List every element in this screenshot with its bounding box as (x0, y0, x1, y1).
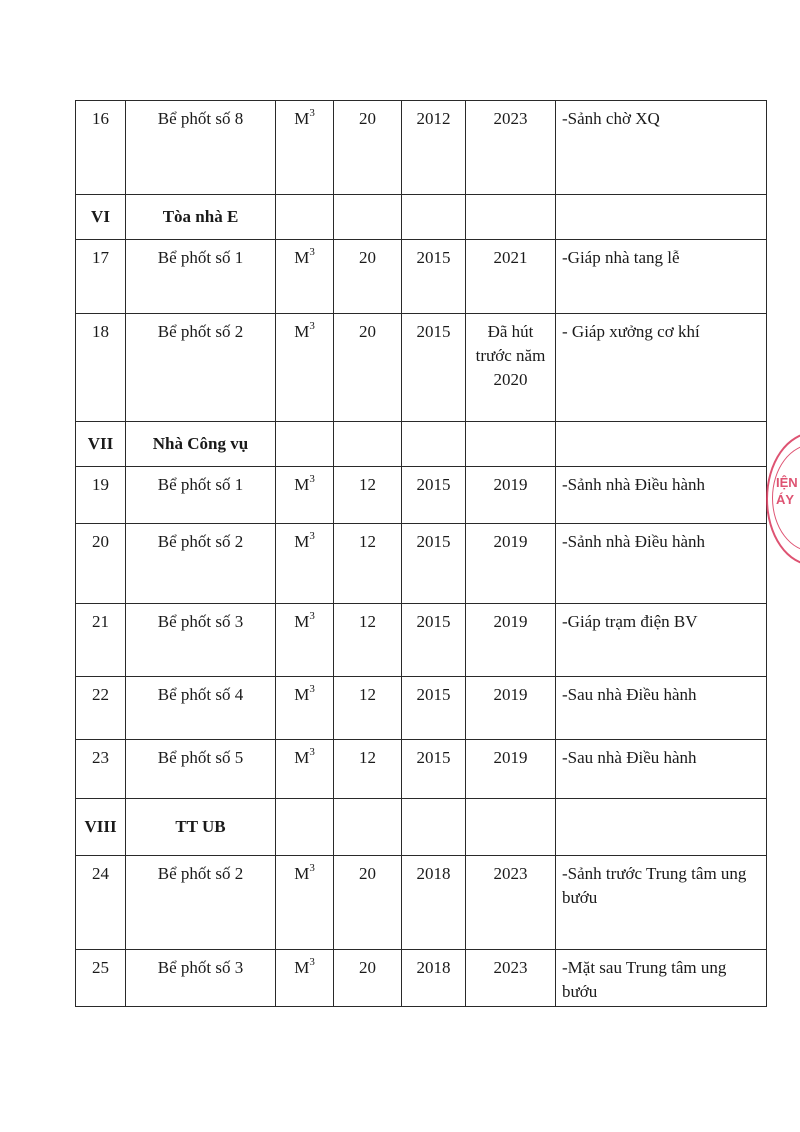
unit-base: M (294, 958, 310, 977)
unit-base: M (294, 322, 310, 341)
unit-cell (276, 240, 334, 314)
location-note: -Sảnh nhà Điều hành (556, 467, 767, 524)
empty-cell (276, 422, 334, 467)
unit-exponent: 3 (309, 610, 315, 623)
year-built: 2015 (402, 314, 466, 422)
empty-cell (276, 799, 334, 856)
location-note: -Mặt sau Trung tâm ung bướu (556, 950, 767, 1007)
empty-cell (334, 195, 402, 240)
empty-cell (466, 195, 556, 240)
septic-tank-table (75, 100, 767, 1007)
section-row (76, 195, 767, 240)
location-note: -Sảnh chờ XQ (556, 101, 767, 195)
year-cleaned: 2021 (466, 240, 556, 314)
row-number: 20 (76, 524, 126, 604)
table-row (76, 101, 767, 195)
table-row (76, 314, 767, 422)
year-cleaned: 2019 (466, 604, 556, 677)
volume: 12 (334, 467, 402, 524)
empty-cell (276, 195, 334, 240)
unit-exponent: 3 (309, 320, 315, 333)
table-row (76, 524, 767, 604)
location-note: -Sảnh nhà Điều hành (556, 524, 767, 604)
year-cleaned: 2023 (466, 950, 556, 1007)
unit-cell (276, 524, 334, 604)
location-note: -Giáp nhà tang lễ (556, 240, 767, 314)
seal-text (776, 474, 798, 508)
empty-cell (556, 422, 767, 467)
year-cleaned: Đã hút trước năm 2020 (466, 314, 556, 422)
row-number: 25 (76, 950, 126, 1007)
volume: 20 (334, 314, 402, 422)
location-note: -Sau nhà Điều hành (556, 740, 767, 799)
row-number: 21 (76, 604, 126, 677)
table-row (76, 856, 767, 950)
unit-exponent: 3 (309, 530, 315, 543)
tank-name: Bể phốt số 2 (126, 314, 276, 422)
row-number: 22 (76, 677, 126, 740)
unit-cell (276, 101, 334, 195)
unit-exponent: 3 (309, 862, 315, 875)
year-cleaned: 2019 (466, 467, 556, 524)
unit-base: M (294, 685, 310, 704)
volume: 12 (334, 604, 402, 677)
volume: 20 (334, 856, 402, 950)
unit-cell (276, 950, 334, 1007)
tank-name: Bể phốt số 3 (126, 604, 276, 677)
year-cleaned: 2019 (466, 677, 556, 740)
section-row (76, 422, 767, 467)
year-built: 2018 (402, 950, 466, 1007)
volume: 20 (334, 101, 402, 195)
empty-cell (556, 195, 767, 240)
year-built: 2015 (402, 240, 466, 314)
year-cleaned: 2019 (466, 524, 556, 604)
year-cleaned: 2023 (466, 101, 556, 195)
unit-exponent: 3 (309, 746, 315, 759)
section-code: VIII (76, 799, 126, 856)
year-built: 2015 (402, 604, 466, 677)
year-built: 2012 (402, 101, 466, 195)
tank-name: Bể phốt số 5 (126, 740, 276, 799)
seal-text-line-1: IỆN (776, 475, 798, 490)
unit-exponent: 3 (309, 683, 315, 696)
tank-name: Bể phốt số 2 (126, 524, 276, 604)
volume: 12 (334, 677, 402, 740)
unit-base: M (294, 248, 310, 267)
row-number: 17 (76, 240, 126, 314)
empty-cell (556, 799, 767, 856)
unit-cell (276, 856, 334, 950)
unit-cell (276, 314, 334, 422)
year-built: 2015 (402, 467, 466, 524)
empty-cell (334, 422, 402, 467)
tank-name: Bể phốt số 2 (126, 856, 276, 950)
unit-exponent: 3 (309, 956, 315, 969)
section-code: VII (76, 422, 126, 467)
unit-cell (276, 467, 334, 524)
location-note: - Giáp xưởng cơ khí (556, 314, 767, 422)
year-built: 2015 (402, 677, 466, 740)
unit-base: M (294, 612, 310, 631)
tank-name: Bể phốt số 8 (126, 101, 276, 195)
red-seal-stamp (766, 432, 800, 566)
volume: 12 (334, 524, 402, 604)
unit-exponent: 3 (309, 473, 315, 486)
volume: 20 (334, 950, 402, 1007)
unit-base: M (294, 532, 310, 551)
table-row (76, 240, 767, 314)
empty-cell (402, 422, 466, 467)
row-number: 24 (76, 856, 126, 950)
tank-name: Bể phốt số 1 (126, 240, 276, 314)
unit-cell (276, 740, 334, 799)
year-cleaned: 2019 (466, 740, 556, 799)
tank-name: Bể phốt số 1 (126, 467, 276, 524)
empty-cell (334, 799, 402, 856)
section-title: Nhà Công vụ (126, 422, 276, 467)
table-row (76, 467, 767, 524)
location-note: -Giáp trạm điện BV (556, 604, 767, 677)
unit-exponent: 3 (309, 246, 315, 259)
empty-cell (402, 195, 466, 240)
row-number: 19 (76, 467, 126, 524)
location-note: -Sảnh trước Trung tâm ung bướu (556, 856, 767, 950)
tank-name: Bể phốt số 4 (126, 677, 276, 740)
year-built: 2015 (402, 524, 466, 604)
unit-cell (276, 677, 334, 740)
table-row (76, 740, 767, 799)
unit-cell (276, 604, 334, 677)
volume: 20 (334, 240, 402, 314)
table-row (76, 677, 767, 740)
row-number: 23 (76, 740, 126, 799)
unit-exponent: 3 (309, 107, 315, 120)
empty-cell (466, 799, 556, 856)
section-title: TT UB (126, 799, 276, 856)
row-number: 18 (76, 314, 126, 422)
section-row (76, 799, 767, 856)
seal-text-line-2: ÁY (776, 492, 795, 507)
empty-cell (466, 422, 556, 467)
tank-name: Bể phốt số 3 (126, 950, 276, 1007)
table-row (76, 950, 767, 1007)
empty-cell (402, 799, 466, 856)
row-number: 16 (76, 101, 126, 195)
location-note: -Sau nhà Điều hành (556, 677, 767, 740)
year-built: 2015 (402, 740, 466, 799)
unit-base: M (294, 864, 310, 883)
unit-base: M (294, 475, 310, 494)
year-built: 2018 (402, 856, 466, 950)
table-row (76, 604, 767, 677)
unit-base: M (294, 109, 310, 128)
volume: 12 (334, 740, 402, 799)
section-code: VI (76, 195, 126, 240)
year-cleaned: 2023 (466, 856, 556, 950)
section-title: Tòa nhà E (126, 195, 276, 240)
unit-base: M (294, 748, 310, 767)
